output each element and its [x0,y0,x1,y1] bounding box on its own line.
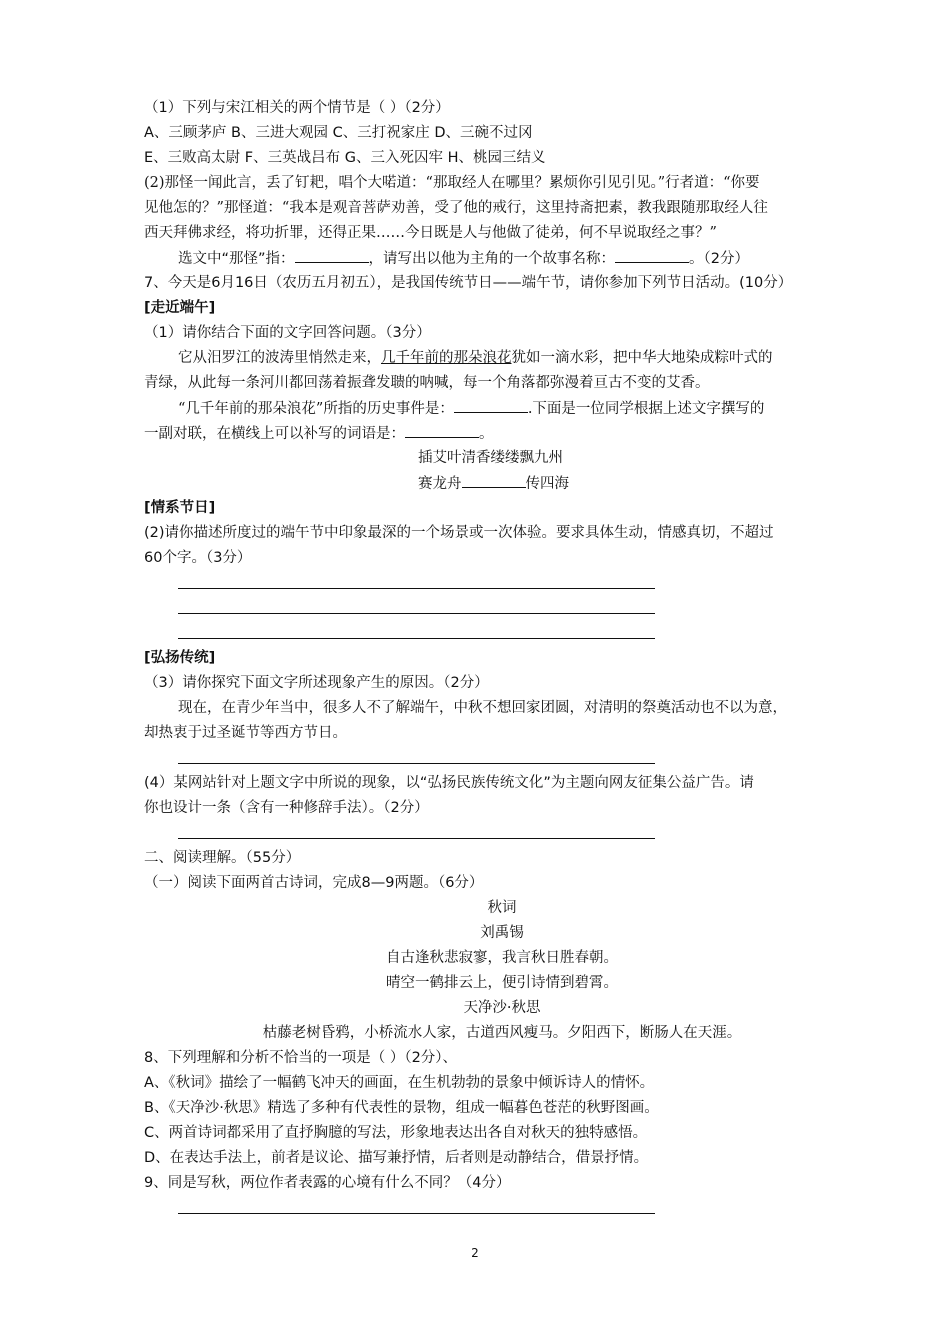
q7-section-heading-2: [情系节日] [144,500,216,516]
q7-sub1-question-a: “几千年前的那朵浪花”所指的历史事件是： [178,401,454,417]
q7-sub1-passage-line1 [178,348,773,368]
q7-intro: 7、今天是6月16日（农历五月初五），是我国传统节日——端午节，请你参加下列节日活动。(10分） [144,275,793,291]
part2-heading: 二、阅读理解。（55分） [144,850,301,866]
answer-blank[interactable] [454,398,528,413]
q7-sub1-question-b: .下面是一位同学根据上述文字撰写的 [527,401,765,417]
q7-passage-b: 犹如一滴水彩，把中华大地染成粽叶式的 [511,350,773,366]
q6-passage-line1: (2)那怪一闻此言，丢了钉耙，唱个大喏道：“那取经人在哪里？累烦你引见引见。”行者道：“你要 [144,175,760,191]
q6-options-row1: A、三顾茅庐 B、三进大观园 C、三打祝家庄 D、三碗不过冈 [144,125,533,141]
answer-line[interactable] [178,588,655,589]
q6-sub2-question [178,248,749,269]
q7-sub1-question-line2 [144,423,494,444]
answer-line[interactable] [178,1213,655,1214]
q6-sub2-question-a: 选文中“那怪”指： [178,251,295,267]
q6-sub2-question-c: 。（2分） [689,251,750,267]
q7-section-heading-1: [走近端午] [144,300,216,316]
answer-blank[interactable] [615,248,689,263]
poem2-line1: 枯藤老树昏鸦，小桥流水人家，古道西风瘦马。夕阳西下，断肠人在天涯。 [262,1025,742,1041]
answer-blank[interactable] [462,473,526,488]
couplet-line1: 插艾叶清香缕缕飘九州 [418,450,563,466]
answer-blank[interactable] [405,423,479,438]
q7-sub1-question-line1 [178,398,764,419]
poem1-line2: 晴空一鹤排云上，便引诗情到碧霄。 [386,975,618,991]
poem2-title: 天净沙·秋思 [463,1000,541,1016]
q6-options-row2: E、三败高太尉 F、三英战吕布 G、三入死囚牢 H、桃园三结义 [144,150,546,166]
q7-sub2-line1: (2)请你描述所度过的端午节中印象最深的一个场景或一次体验。要求具体生动，情感真切，不超过 [144,525,774,541]
q6-passage-line2: 见他怎的？”那怪道：“我本是观音菩萨劝善，受了他的戒行，这里持斋把素，教我跟随那取经人往 [144,200,768,216]
answer-line[interactable] [178,838,655,839]
q7-section-heading-3: [弘扬传统] [144,650,216,666]
answer-line[interactable] [178,613,655,614]
couplet-line2 [418,473,569,494]
answer-blank[interactable] [295,248,369,263]
page-number: 2 [471,1246,479,1260]
couplet-line2-a: 赛龙舟 [418,476,462,492]
q8-option-a: A、《秋词》描绘了一幅鹤飞冲天的画面，在生机勃勃的景象中倾诉诗人的情怀。 [144,1075,655,1091]
q6-sub2-question-b: ，请写出以他为主角的一个故事名称： [368,251,616,267]
q7-sub4-line2: 你也设计一条（含有一种修辞手法）。（2分） [144,800,429,816]
couplet-line2-b: 传四海 [525,476,569,492]
q8-stem: 8、下列理解和分析不恰当的一项是（ ）（2分）、 [144,1050,458,1066]
q7-sub2-line2: 60个字。（3分） [144,550,252,566]
q7-sub1-question-c: 一副对联，在横线上可以补写的词语是： [144,426,405,442]
q8-option-c: C、两首诗词都采用了直抒胸臆的写法，形象地表达出各自对秋天的独特感悟。 [144,1125,648,1141]
q7-sub3-passage-line1: 现在，在青少年当中，很多人不了解端午，中秋不想回家团圆，对清明的祭奠活动也不以为意， [178,700,787,716]
q6-passage-line3: 西天拜佛求经，将功折罪，还得正果……今日既是人与他做了徒弟，何不早说取经之事？” [144,225,717,241]
q9-stem: 9、同是写秋，两位作者表露的心境有什么不同？（4分） [144,1175,511,1191]
q7-passage-a: 它从汨罗江的波涛里悄然走来， [178,350,381,366]
poem1-title: 秋词 [487,900,517,916]
q7-sub1-title: （1）请你结合下面的文字回答问题。（3分） [144,325,431,341]
answer-line[interactable] [178,763,655,764]
answer-line[interactable] [178,638,655,639]
q7-sub1-passage-line2: 青绿，从此每一条河川都回荡着振聋发聩的呐喊，每一个角落都弥漫着亘古不变的艾香。 [144,375,710,391]
q8-option-b: B、《天净沙·秋思》精选了多种有代表性的景物，组成一幅暮色苍茫的秋野图画。 [144,1100,659,1116]
q7-sub3-title: （3）请你探究下面文字所述现象产生的原因。（2分） [144,675,489,691]
q7-sub4-line1: (4）某网站针对上题文字中所说的现象，以“弘扬民族传统文化”为主题向网友征集公益广告。请 [144,775,754,791]
part2-sub1: （一）阅读下面两首古诗词，完成8—9两题。（6分） [144,875,484,891]
q7-passage-underlined: 几千年前的那朵浪花 [381,350,512,366]
poem1-author: 刘禹锡 [480,925,524,941]
q7-sub1-question-d: 。 [479,426,494,442]
q7-sub3-passage-line2: 却热衷于过圣诞节等西方节日。 [144,725,347,741]
q8-option-d: D、在表达手法上，前者是议论、描写兼抒情，后者则是动静结合，借景抒情。 [144,1150,649,1166]
q6-sub1: （1）下列与宋江相关的两个情节是（ ）（2分） [144,100,450,116]
poem1-line1: 自古逢秋悲寂寥，我言秋日胜春朝。 [386,950,618,966]
